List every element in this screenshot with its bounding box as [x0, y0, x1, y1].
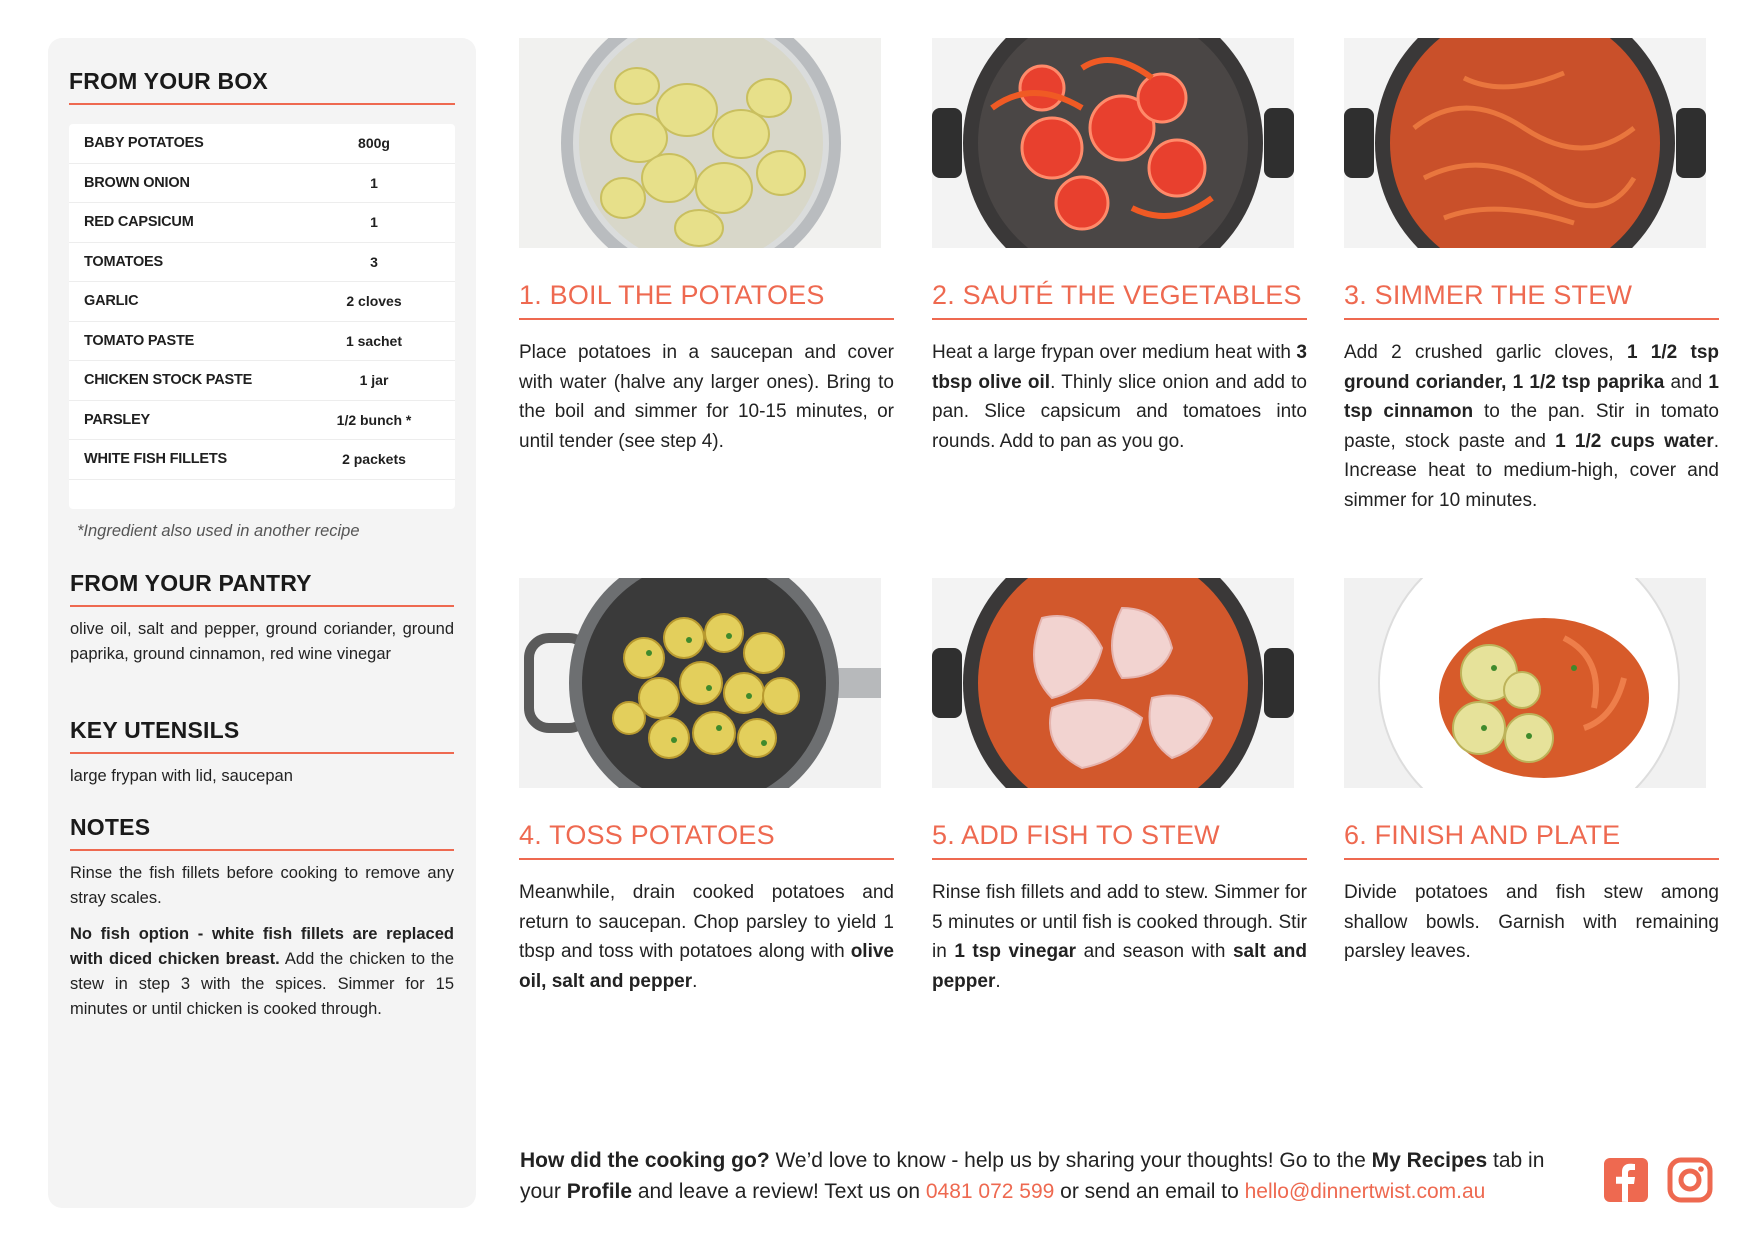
step-body-text: and [1664, 371, 1709, 393]
box-title: FROM YOUR BOX [69, 68, 268, 94]
email-link[interactable]: hello@dinnertwist.com.au [1244, 1180, 1486, 1203]
step-title: 1. BOIL THE POTATOES [519, 280, 894, 320]
utensils-title: KEY UTENSILS [70, 717, 454, 754]
table-row [69, 401, 455, 441]
table-row [69, 440, 455, 480]
step-body-text: Place potatoes in a saucepan and cover with water (halve any larger ones). Bring to the boil and simmer for 10-15 minutes, or until tender (see step 4). [519, 342, 894, 452]
pot-of-potatoes-image [519, 38, 881, 248]
ingredient-name: WHITE FISH FILLETS [84, 451, 228, 468]
ingredient-qty: 1 [370, 214, 378, 231]
ingredient-qty: 2 packets [342, 451, 406, 468]
table-row [69, 243, 455, 283]
step-body-bold: 3 tbsp olive oil [932, 342, 1307, 393]
ingredient-name: TOMATOES [84, 253, 163, 270]
step-4 [519, 578, 894, 992]
plated-dish-image [1344, 578, 1706, 788]
step-body [1344, 338, 1719, 515]
pantry-title: FROM YOUR PANTRY [70, 570, 454, 607]
step-body-bold: 1 1/2 cups water [1555, 430, 1714, 452]
review-footer [520, 1145, 1580, 1207]
ingredient-name: TOMATO PASTE [84, 332, 195, 349]
ingredient-name: BABY POTATOES [84, 135, 204, 152]
ingredient-qty: 1/2 bunch * [336, 411, 412, 428]
stew-in-pan-image [1344, 38, 1706, 248]
step-body-bold: olive oil, salt and pepper [519, 941, 894, 992]
ingredient-name: CHICKEN STOCK PASTE [84, 372, 253, 389]
step-title: 3. SIMMER THE STEW [1344, 280, 1719, 320]
footer-text: or send an email to [1054, 1180, 1245, 1203]
ingredient-name: PARSLEY [84, 411, 151, 428]
ingredient-qty: 800g [358, 135, 390, 152]
footer-text: and leave a review! Text us on [632, 1180, 926, 1203]
step-body-bold: salt and pepper [932, 941, 1307, 992]
notes-title: NOTES [70, 814, 454, 851]
step-body-text: . Increase heat to medium-high, cover and simmer for 10 minutes. [1344, 430, 1719, 511]
step-3 [1344, 38, 1719, 511]
step-body [932, 338, 1307, 456]
instagram-icon[interactable] [1667, 1157, 1713, 1208]
ingredient-qty: 1 [370, 174, 378, 191]
step-body-bold: 1 tsp cinnamon [1344, 371, 1719, 422]
step-body-text: Divide potatoes and fish stew among shallow bowls. Garnish with remaining parsley leaves. [1344, 882, 1719, 962]
footer-text: tab in your [520, 1149, 1545, 1203]
step-body-text: Add 2 crushed garlic cloves, [1344, 342, 1627, 363]
step-body-text: . Thinly slice onion and add to pan. Slice capsicum and tomatoes into rounds. Add to pan as you go. [932, 371, 1308, 452]
step-body-text: Rinse fish fillets and add to stew. Simmer for 5 minutes or until fish is cooked through. Stir in [932, 882, 1307, 962]
step-body-bold: 1 tsp vinegar [954, 941, 1077, 962]
step-body [1344, 878, 1719, 967]
step-body [519, 878, 894, 996]
pantry-section [70, 570, 454, 667]
ingredient-name: GARLIC [84, 293, 139, 310]
notes-text: Rinse the fish fillets before cooking to remove any stray scales. [70, 864, 454, 907]
tossed-potatoes-image [519, 578, 881, 788]
facebook-icon[interactable] [1603, 1157, 1649, 1208]
step-body-text: Heat a large frypan over medium heat with [932, 342, 1297, 363]
table-row [69, 124, 455, 164]
step-title: 4. TOSS POTATOES [519, 820, 894, 860]
ingredient-qty: 3 [370, 253, 378, 270]
phone-link[interactable]: 0481 072 599 [925, 1180, 1055, 1203]
step-1 [519, 38, 894, 452]
profile-label: Profile [566, 1180, 633, 1203]
ingredient-qty: 2 cloves [346, 293, 402, 310]
utensils-text: large frypan with lid, saucepan [70, 767, 293, 785]
step-body-text: . [692, 970, 698, 992]
step-5 [932, 578, 1307, 992]
ingredients-panel [48, 38, 476, 1208]
ingredient-qty: 1 sachet [345, 332, 403, 349]
step-body-bold: 1 1/2 tsp ground coriander, 1 1/2 tsp paprika [1344, 342, 1719, 393]
notes-alt-option [70, 922, 454, 1022]
frypan-vegetables-image [932, 38, 1294, 248]
fish-in-stew-image [932, 578, 1294, 788]
table-row [69, 322, 455, 362]
table-row [69, 203, 455, 243]
ingredient-name: RED CAPSICUM [84, 214, 194, 231]
footer-question: How did the cooking go? [520, 1149, 770, 1172]
step-body-text: . [995, 970, 1001, 992]
box-section-header [69, 68, 455, 105]
table-row [69, 361, 455, 401]
ingredients-table [69, 124, 455, 509]
step-body-text: to the pan. Stir in tomato paste, stock paste and [1344, 401, 1719, 452]
step-title: 6. FINISH AND PLATE [1344, 820, 1719, 860]
step-body [932, 878, 1307, 996]
step-body [519, 338, 894, 456]
ingredient-name: BROWN ONION [84, 174, 190, 191]
step-6 [1344, 578, 1719, 962]
footer-text: We’d love to know - help us by sharing your thoughts! Go to the [769, 1149, 1372, 1172]
step-body-text: and season with [1076, 941, 1233, 962]
ingredient-qty: 1 jar [359, 372, 389, 389]
my-recipes-label: My Recipes [1371, 1149, 1488, 1172]
ingredient-footnote: *Ingredient also used in another recipe [77, 522, 360, 540]
notes-alt-bold: No fish option - white fish fillets are replaced with diced chicken breast. [70, 925, 454, 968]
notes-section [70, 814, 454, 1022]
step-2 [932, 38, 1308, 452]
notes-alt-rest: Add the chicken to the stew in step 3 with the spices. Simmer for 15 minutes or until chicken is cooked through. [70, 950, 454, 1018]
table-row [69, 164, 455, 204]
step-title: 2. SAUTÉ THE VEGETABLES [932, 280, 1307, 320]
table-row [69, 282, 455, 322]
step-body-text: Meanwhile, drain cooked potatoes and return to saucepan. Chop parsley to yield 1 tbsp and toss with potatoes along with [519, 882, 894, 962]
pantry-text: olive oil, salt and pepper, ground coriander, ground paprika, ground cinnamon, red wine vinegar [70, 620, 454, 663]
step-title: 5. ADD FISH TO STEW [932, 820, 1307, 860]
utensils-section [70, 717, 454, 789]
